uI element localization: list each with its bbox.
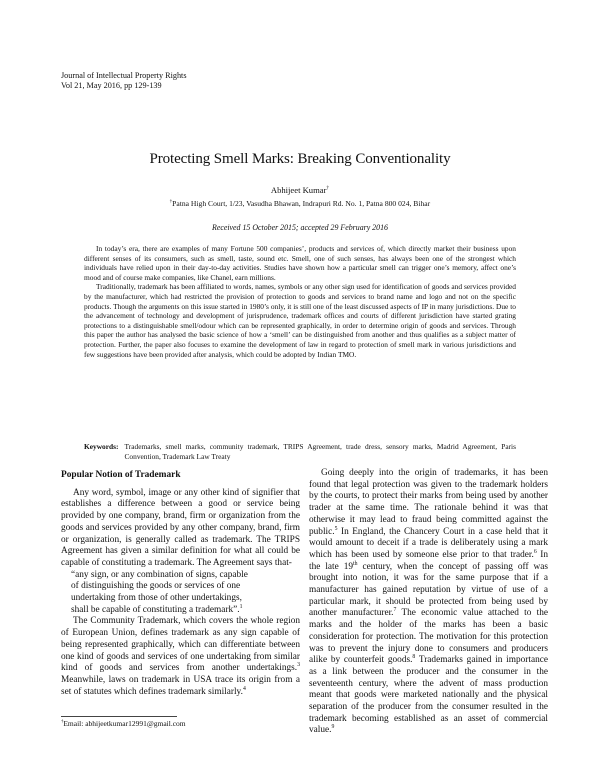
quote-line: shall be capable of constituting a trademark”.$^1$ xyxy=(71,603,243,615)
footnote-ref: 1 xyxy=(239,603,243,610)
body-paragraph: Any word, symbol, image or any other kind of signifier that establishes a difference between a good or service being provided by one company, brand, firm or organization from the goods and services provided by any other company, brand, firm or organization, is generally called as trademark. The TRIPS Agreement has given a similar definition for what all could be capable of constituting a trademark. The Agreement says that- xyxy=(61,487,300,568)
footnote-ref: 5 xyxy=(334,525,338,532)
abstract xyxy=(84,244,516,359)
ordinal-suffix: th xyxy=(353,560,358,567)
footnote-divider xyxy=(61,716,177,717)
affiliation-marker: † xyxy=(169,199,173,205)
keywords xyxy=(84,442,516,462)
email-text: Email: abhijeetkumar12991@gmail.com xyxy=(63,719,186,728)
affiliation xyxy=(0,199,600,208)
footnote-ref: 8 xyxy=(412,654,416,661)
quote-line: “any sign, or any combination of signs, capable xyxy=(71,569,248,580)
section-heading: Popular Notion of Trademark xyxy=(61,470,181,480)
journal-header xyxy=(61,71,187,91)
footnote-ref: 9 xyxy=(331,724,335,731)
author-line xyxy=(0,185,600,195)
footnote-ref: 7 xyxy=(393,607,397,614)
affiliation-text: Patna High Court, 1/23, Vasudha Bhawan, Indrapuri Rd. No. 1, Patna 800 024, Bihar xyxy=(172,199,431,208)
abstract-paragraph: In today’s era, there are examples of many Fortune 500 companies’, products and services of, which directly market their business upon different senses of its consumers, such as smell, taste, sound etc. Smell, one of such senses, has always been one of the strongest which individuals have relied upon in their day-to-day activities. Studies have shown how a particular smell can trigger one’s memory, affect one’s mood and of course make companies, like Chanel, earn millions. xyxy=(84,244,516,282)
keywords-label: Keywords: xyxy=(84,442,119,451)
journal-issue: Vol 21, May 2016, pp 129-139 xyxy=(61,81,162,90)
body-paragraph: Going deeply into the origin of trademarks, it has been found that legal protection was given to the trademark holders by the courts, to protect their marks from being used by another trader at the same time. The rationale behind it was that otherwise it may lead to fraud being committed against the public.$^5$ In England, the Chancery Court in a case held that it would amount to deceit if a trade is deliberately using a mark which has been used by someone else prior to that trader.$^6$ In the late 19th century, when the concept of passing off was brought into notion, it was for the same purpose that if a manufacturer has gained reputation by virtue of use of a particular mark, it should be protected from being used by another manufacturer.$^7$ The economic value attached to the marks and the holder of the marks has been a basic consideration for protection. The motivation for this protection was to prevent the injury done to consumers and producers alike by counterfeit goods.$^8$ Trademarks gained in importance as a link between the producer and the consumer in the seventeenth century, where the advent of mass production meant that goods were marketed nationally and the physical separation of the producer from the consumer resulted in the trademark becoming established as an asset of commercial value.$^9$ xyxy=(309,468,548,736)
right-column xyxy=(309,468,548,737)
journal-name: Journal of Intellectual Property Rights xyxy=(61,71,187,80)
quote-line: undertaking from those of other undertakings, xyxy=(71,593,242,604)
footnote-ref: 6 xyxy=(533,548,537,555)
footnote-ref: 3 xyxy=(297,662,300,669)
paper-title: Protecting Smell Marks: Breaking Conventionality xyxy=(149,151,451,167)
received-accepted-dates: Received 15 October 2015; accepted 29 February 2016 xyxy=(212,223,388,232)
author-name: Abhijeet Kumar xyxy=(270,185,327,195)
left-column xyxy=(61,470,300,698)
footnote xyxy=(61,719,186,728)
footnote-ref: 4 xyxy=(242,685,246,692)
keywords-text: Trademarks, smell marks, community trademark, TRIPS Agreement, trade dress, sensory marks, Madrid Agreement, Paris Convention, Trademark Law Treaty xyxy=(124,442,516,461)
abstract-paragraph: Traditionally, trademark has been affiliated to words, names, symbols or any other sign used for identification of goods and services provided by the manufacturer, which had restricted the provision of protection to goods and services to brand name and logo and not on the specific products. Though the arguments on this issue started in 1980’s only, it is still one of the least discussed aspects of IP in many jurisdictions. Due to the advancement of technology and development of jurisprudence, trademark offices and courts of different jurisdiction have started grating protections to a distinguishable smell/odour which can be represented graphically, in order to determine origin of goods and services. Through this paper the author has analysed the basic science of how a ‘smell’ can be distinguished from another and thus qualifies as a subject matter of protection. Further, the paper also focuses to examine the development of law in regard to protection of smell mark in various jurisdictions and few suggestions have been provided after analysis, which could be adopted by Indian TMO. xyxy=(84,282,516,359)
block-quote xyxy=(71,570,300,617)
author-marker: † xyxy=(326,185,330,192)
footnote-marker: † xyxy=(61,719,64,725)
quote-line: of distinguishing the goods or services of one xyxy=(71,581,241,592)
body-paragraph: The Community Trademark, which covers the whole region of European Union, defines trademark as any sign capable of being represented graphically, which can differentiate between one kind of goods and services of one undertaking from similar kind of goods and services from another undertakings.$^3$ Meanwhile, laws on trademark in USA trace its origin from a set of statutes which defines trademark similarly.$^4$ xyxy=(61,616,300,697)
